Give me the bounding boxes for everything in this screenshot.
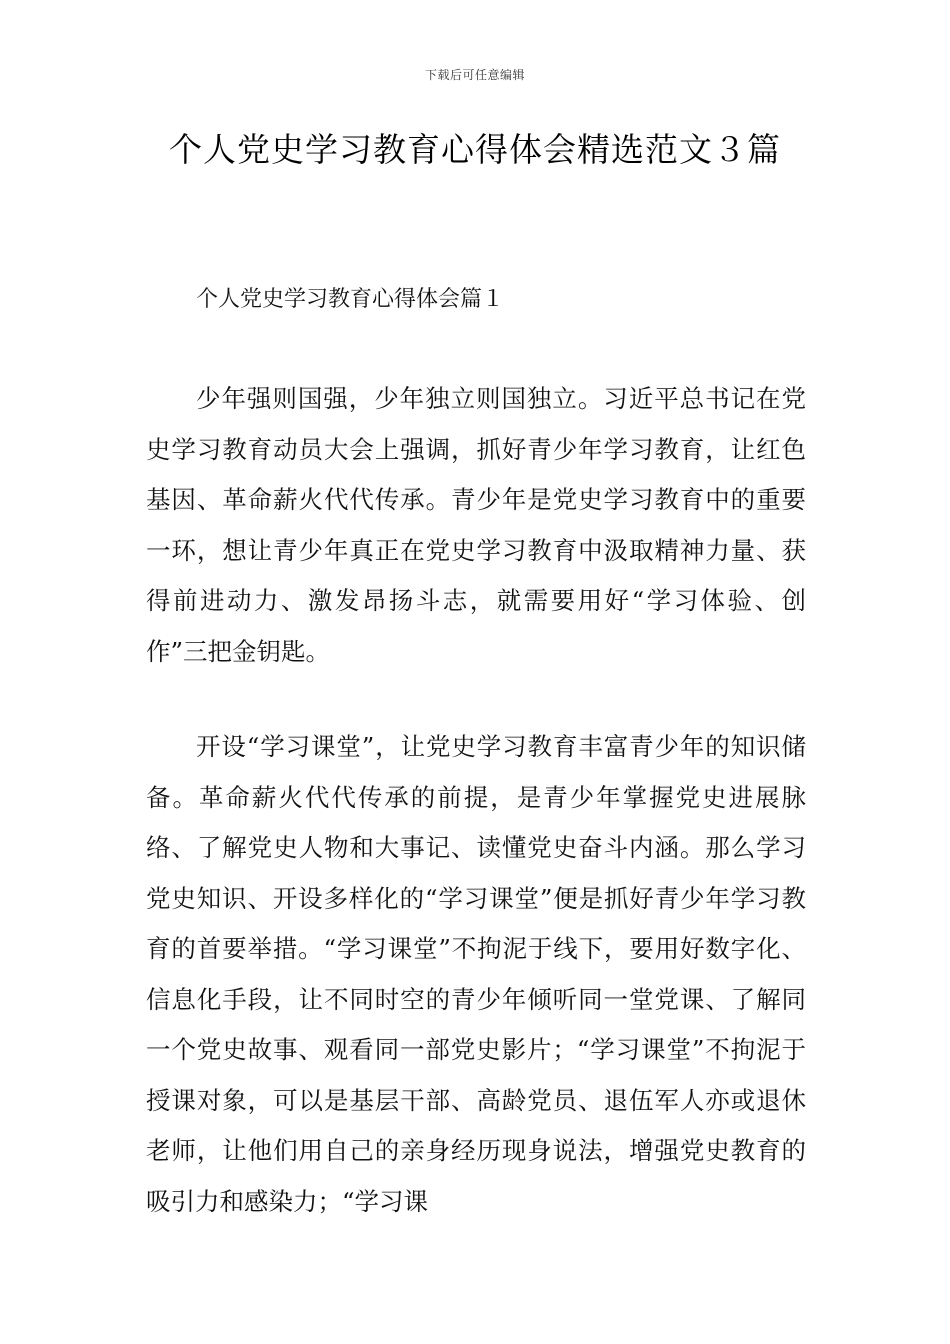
header-note: 下载后可任意编辑: [424, 68, 525, 82]
body-paragraph-1: 少年强则国强，少年独立则国独立。习近平总书记在党史学习教育动员大会上强调，抓好青少年学习教育，让红色基因、革命薪火代代传承。青少年是党史学习教育中的重要一环，想让青少年真正在党史学习教育中汲取精神力量、获得前进动力、激发昂扬斗志，就需要用好“学习体验、创作”三把金钥匙。: [146, 384, 806, 666]
body-paragraph-2: 开设“学习课堂”，让党史学习教育丰富青少年的知识储备。革命薪火代代传承的前提，是青少年掌握党史进展脉络、了解党史人物和大事记、读懂党史奋斗内涵。那么学习党史知识、开设多样化的“学习课堂”便是抓好青少年学习教育的首要举措。“学习课堂”不拘泥于线下，要用好数字化、信息化手段，让不同时空的青少年倾听同一堂党课、了解同一个党史故事、观看同一部党史影片；“学习课堂”不拘泥于授课对象，可以是基层干部、高龄党员、退伍军人亦或退休老师，让他们用自己的亲身经历现身说法，增强党史教育的吸引力和感染力；“学习课: [146, 732, 806, 1216]
section-heading: 个人党史学习教育心得体会篇１: [196, 287, 505, 312]
document-title: 个人党史学习教育心得体会精选范文３篇: [169, 130, 781, 169]
